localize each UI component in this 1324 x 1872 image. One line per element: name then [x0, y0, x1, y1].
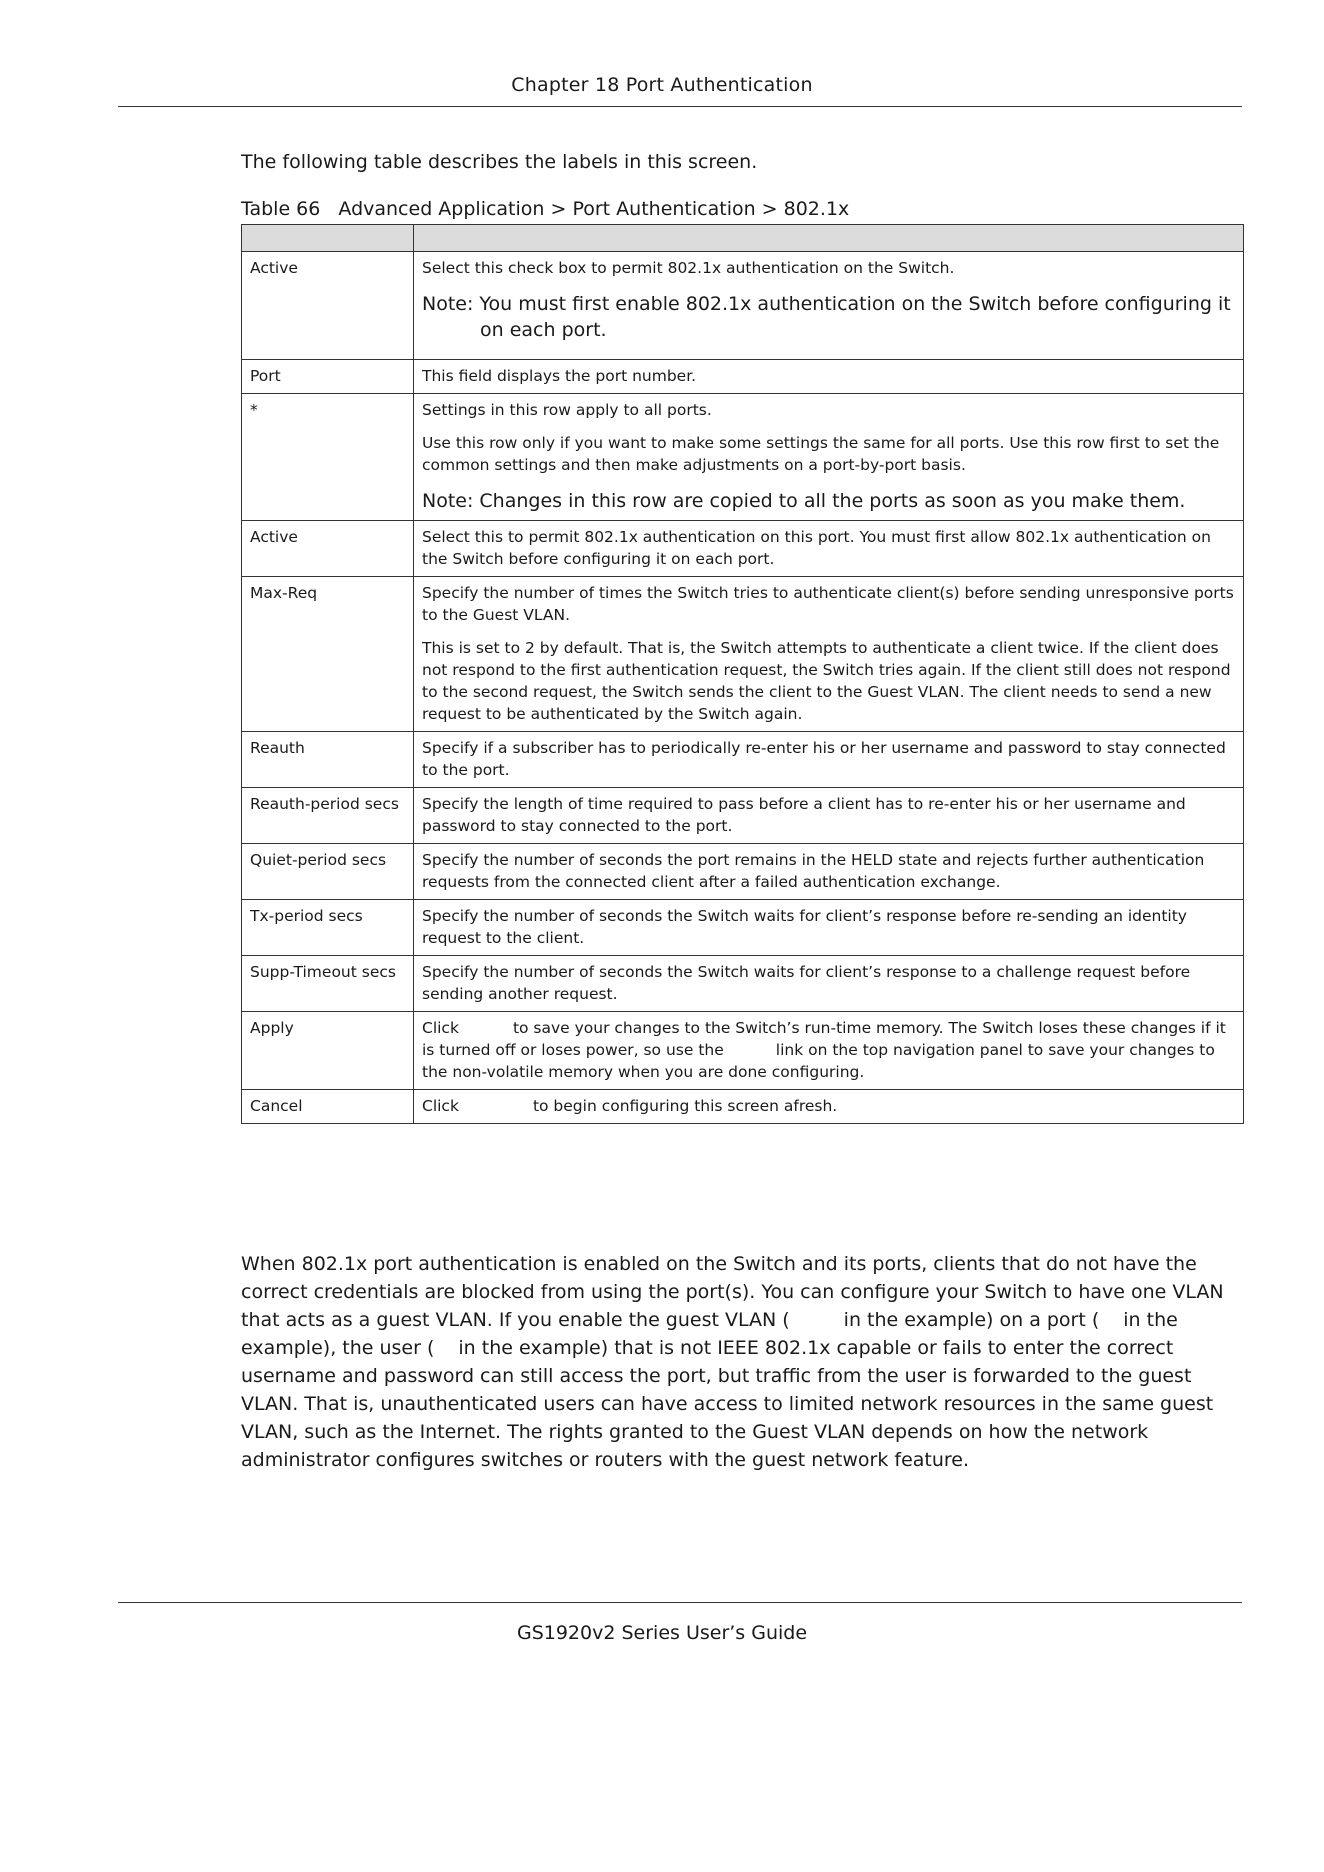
paragraph-part: in the example), the user ( — [241, 1309, 1178, 1359]
row-desc-text-2: This is set to 2 by default. That is, the Switch attempts to authenticate a client twice. If the client does not respond to the first authentication request, the Switch tries again. If the client still does not respond to the second request, the Switch sends the client to the Guest VLAN. The client needs to send a new request to be authenticated by the Switch again. — [422, 639, 1231, 723]
table-row — [242, 252, 1244, 360]
row-description: Specify the number of seconds the Switch waits for client’s response to a challenge request before sending another request. — [414, 956, 1244, 1012]
table-row — [242, 732, 1244, 788]
row-label: * — [242, 394, 414, 521]
table-path: Advanced Application > Port Authentication > 802.1x — [338, 198, 850, 220]
row-label: Supp-Timeout secs — [242, 956, 414, 1012]
footer-rule — [118, 1602, 1242, 1603]
table-row — [242, 360, 1244, 394]
row-label: Active — [242, 521, 414, 577]
row-label: Max-Req — [242, 577, 414, 732]
table-row — [242, 1090, 1244, 1124]
row-label: Apply — [242, 1012, 414, 1090]
paragraph-part: in the example) on a port ( — [843, 1309, 1100, 1331]
header-cell-description — [414, 225, 1244, 252]
row-desc-text: Settings in this row apply to all ports. — [422, 401, 712, 419]
table-row — [242, 394, 1244, 521]
row-label: Cancel — [242, 1090, 414, 1124]
row-note — [422, 291, 1235, 343]
row-description: Specify if a subscriber has to periodically re-enter his or her username and password to stay connected to the port. — [414, 732, 1244, 788]
row-desc-text: Select this check box to permit 802.1x authentication on the Switch. — [422, 259, 955, 277]
table-row — [242, 577, 1244, 732]
paragraph-part: When 802.1x port authentication is enabled on the Switch and its ports, clients that do not have the correct credentials are blocked from using the port(s). You can configure your Switch to have one VLAN that acts as a guest VLAN. If you enable the guest VLAN ( — [241, 1253, 1224, 1331]
row-label: Reauth-period secs — [242, 788, 414, 844]
row-desc-part: Click — [422, 1097, 459, 1115]
table-row — [242, 956, 1244, 1012]
row-note-line1: Note: You must first enable 802.1x authentication on the Switch before configuring it — [422, 293, 1231, 315]
row-note: Note: Changes in this row are copied to all the ports as soon as you make them. — [422, 490, 1186, 512]
guest-vlan-paragraph — [241, 1250, 1246, 1474]
row-description — [414, 252, 1244, 360]
row-desc-text: Specify the number of times the Switch tries to authenticate client(s) before sending unresponsive ports to the Guest VLAN. — [422, 584, 1234, 624]
footer-guide-title: GS1920v2 Series User’s Guide — [516, 1622, 808, 1644]
header-cell-label — [242, 225, 414, 252]
row-label: Active — [242, 252, 414, 360]
row-description: Specify the number of seconds the port remains in the HELD state and rejects further authentication requests from the connected client after a failed authentication exchange. — [414, 844, 1244, 900]
row-description: This field displays the port number. — [414, 360, 1244, 394]
paragraph-part: in the example) that is not IEEE 802.1x capable or fails to enter the correct username and password can still access the port, but traffic from the user is forwarded to the guest VLAN. That is, unauthenticated users can have access to limited network resources in the same guest VLAN, such as the Internet. The rights granted to the Guest VLAN depends on how the network administrator configures switches or routers with the guest network feature. — [241, 1337, 1214, 1471]
row-label: Port — [242, 360, 414, 394]
row-description — [414, 1012, 1244, 1090]
table-row — [242, 521, 1244, 577]
table-header-row — [242, 225, 1244, 252]
row-label: Reauth — [242, 732, 414, 788]
table-number: Table 66 — [241, 198, 321, 220]
row-description — [414, 394, 1244, 521]
row-desc-part: link on the top navigation panel to save your changes to the non-volatile memory when you are done configuring. — [422, 1041, 1215, 1081]
header-rule — [118, 106, 1242, 107]
row-description: Specify the length of time required to pass before a client has to re-enter his or her username and password to stay connected to the port. — [414, 788, 1244, 844]
table-row — [242, 788, 1244, 844]
row-desc-part: to begin configuring this screen afresh. — [532, 1097, 838, 1115]
intro-text: The following table describes the labels in this screen. — [241, 151, 758, 173]
table-row — [242, 900, 1244, 956]
row-note-line2: on each port. — [480, 319, 607, 341]
chapter-header: Chapter 18 Port Authentication — [511, 74, 813, 96]
row-description — [414, 577, 1244, 732]
table-caption — [241, 198, 849, 220]
row-label: Quiet-period secs — [242, 844, 414, 900]
row-description: Specify the number of seconds the Switch waits for client’s response before re-sending an identity request to the client. — [414, 900, 1244, 956]
row-desc-part: Click — [422, 1019, 459, 1037]
row-description — [414, 1090, 1244, 1124]
row-label: Tx-period secs — [242, 900, 414, 956]
table-row — [242, 844, 1244, 900]
row-description: Select this to permit 802.1x authentication on this port. You must first allow 802.1x authentication on the Switch before configuring it on each port. — [414, 521, 1244, 577]
row-desc-part: to save your changes to the Switch’s run-time memory. The Switch loses these changes if it is turned off or loses power, so use the — [422, 1019, 1226, 1059]
row-desc-text-2: Use this row only if you want to make some settings the same for all ports. Use this row first to set the common settings and then make adjustments on a port-by-port basis. — [422, 434, 1220, 474]
labels-table — [241, 224, 1244, 1124]
table-row — [242, 1012, 1244, 1090]
